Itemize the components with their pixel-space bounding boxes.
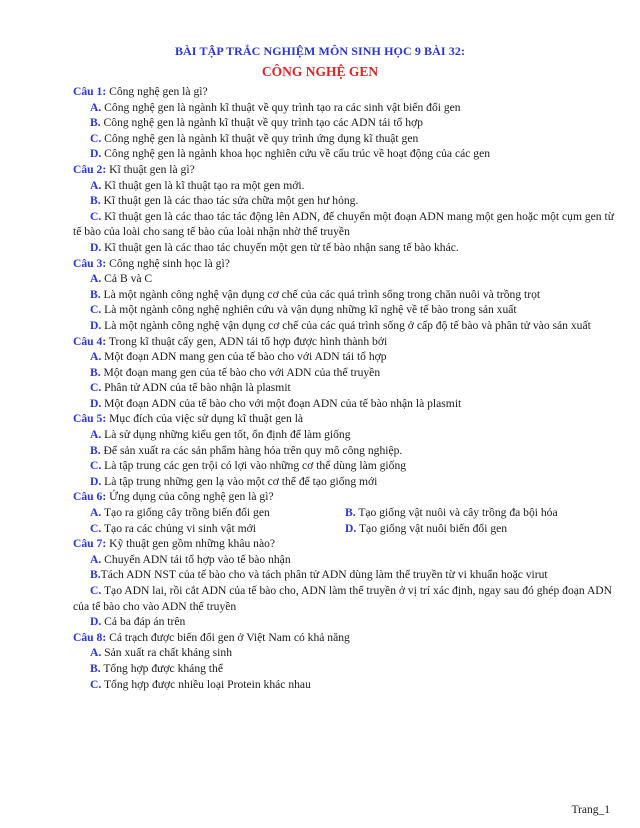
option-text: Công nghệ gen là ngành khoa học nghiên cứu về cấu trúc về hoạt động của các gen — [101, 147, 491, 161]
question-7 — [73, 536, 621, 552]
option-letter: C. — [90, 131, 102, 145]
document-title: BÀI TẬP TRẮC NGHIỆM MÔN SINH HỌC 9 BÀI 32: — [174, 44, 466, 58]
option-b — [73, 365, 621, 381]
question-label: Câu 3: — [73, 256, 107, 270]
question-label: Câu 4: — [73, 334, 107, 348]
question-6 — [73, 489, 621, 505]
question-text: Kĩ thuật gen là gì? — [106, 162, 195, 176]
option-b — [328, 505, 583, 521]
option-letter: C. — [90, 521, 102, 535]
option-text: Một đoạn mang gen của tế bào cho với ADN của thể truyền — [100, 365, 381, 379]
option-letter: B. — [90, 287, 101, 301]
option-row — [73, 521, 621, 537]
option-a — [73, 100, 621, 116]
option-letter: C. — [90, 209, 102, 223]
option-letter: A. — [90, 552, 102, 566]
option-letter: C. — [90, 381, 102, 395]
question-text: Cá trạch được biến đổi gen ở Việt Nam có khả năng — [106, 630, 350, 644]
question-label: Câu 7: — [73, 537, 107, 551]
question-2 — [73, 162, 621, 178]
option-text: Kĩ thuật gen là các thao tác sửa chữa một gen hư hỏng. — [100, 194, 359, 208]
question-4 — [73, 334, 621, 350]
option-text: Một đoạn ADN của tế bào cho với một đoạn ADN của tế bào nhận là plasmit — [101, 396, 462, 410]
question-3 — [73, 256, 621, 272]
question-1 — [73, 84, 621, 100]
question-text: Ứng dụng của công nghệ gen là gì? — [106, 490, 274, 504]
option-text: Kĩ thuật gen là các thao tác tác động lên ADN, để chuyển một đoạn ADN mang một gen hoặc một cụm gen từ tế bào của loài cho sang tế bào của loài nhận nhờ thể truyền — [73, 209, 615, 239]
option-text: Kĩ thuật gen là kĩ thuật tạo ra một gen mới. — [101, 178, 305, 192]
option-a — [73, 178, 621, 194]
option-b — [73, 115, 621, 131]
option-letter: A. — [90, 178, 102, 192]
option-text: Phân tử ADN của tế bào nhận là plasmit — [101, 381, 291, 395]
option-letter: A. — [90, 506, 102, 520]
option-letter: D. — [90, 240, 102, 254]
option-c — [73, 209, 621, 240]
option-text: Là tập trung các gen trội có lợi vào những cơ thể dùng làm giống — [101, 459, 407, 473]
option-c — [73, 677, 621, 693]
option-text: Tách ADN NST của tế bào cho và tách phân tử ADN dùng làm thể truyền từ vi khuẩn hoặc virut — [100, 568, 548, 582]
option-b — [73, 443, 621, 459]
option-a — [73, 349, 621, 365]
option-c — [73, 583, 621, 614]
option-letter: C. — [90, 303, 102, 317]
option-letter: B. — [90, 365, 101, 379]
option-text: Tổng hợp được kháng thể — [100, 661, 223, 675]
option-text: Tạo ra các chủng vi sinh vật mới — [101, 521, 256, 535]
option-letter: D. — [345, 521, 357, 535]
option-letter: A. — [90, 428, 102, 442]
option-b — [73, 661, 621, 677]
option-letter: C. — [90, 459, 102, 473]
option-b — [73, 567, 621, 583]
option-d — [73, 474, 621, 490]
option-letter: D. — [90, 147, 102, 161]
option-text: Kĩ thuật gen là các thao tác chuyển một gen từ tế bào nhận sang tế bào khác. — [101, 240, 459, 254]
option-text: Là một ngành công nghệ vận dụng cơ chế của các quá trình sống ở cấp độ tế bào và phân tử vào sản xuất — [101, 318, 591, 332]
option-letter: A. — [90, 100, 102, 114]
option-letter: B. — [90, 661, 101, 675]
option-a — [73, 552, 621, 568]
option-c — [73, 302, 621, 318]
question-label: Câu 1: — [73, 85, 107, 98]
option-text: Là một ngành công nghệ vận dụng cơ chế của các quá trình sống trong chăn nuôi và trồng trọt — [100, 287, 541, 301]
option-a — [73, 427, 621, 443]
option-letter: B. — [90, 116, 101, 130]
option-d — [328, 521, 583, 537]
option-letter: A. — [90, 272, 102, 286]
option-letter: C. — [90, 584, 102, 597]
question-text: Trong kĩ thuật cấy gen, ADN tái tổ hợp được hình thành bởi — [106, 334, 388, 348]
option-text: Công nghệ gen là ngành kĩ thuật về quy trình tạo các ADN tái tổ hợp — [100, 116, 423, 130]
option-d — [73, 146, 621, 162]
question-5 — [73, 411, 621, 427]
question-text: Mục đích của việc sử dụng kĩ thuật gen là — [106, 412, 304, 426]
option-letter: B. — [345, 506, 356, 520]
option-letter: B. — [90, 568, 101, 582]
question-label: Câu 6: — [73, 490, 107, 504]
option-text: Tạo ra giống cây trồng biến đổi gen — [101, 506, 270, 520]
option-letter: A. — [90, 350, 102, 364]
option-text: Công nghệ gen là ngành kĩ thuật về quy trình ứng dụng kĩ thuật gen — [101, 131, 419, 145]
option-text: Là tập trung những gen lạ vào một cơ thể để tạo giống mới — [101, 474, 378, 488]
question-label: Câu 8: — [73, 630, 107, 644]
option-text: Một đoạn ADN mang gen của tế bào cho với ADN tái tổ hợp — [101, 350, 387, 364]
option-d — [73, 318, 621, 334]
question-text: Công nghệ gen là gì? — [106, 85, 208, 98]
option-b — [73, 287, 621, 303]
option-letter: D. — [90, 396, 102, 410]
option-c — [73, 380, 621, 396]
option-text: Tạo giống vật nuôi và cây trồng đa bội hóa — [355, 506, 558, 520]
option-text: Cả ba đáp án trên — [101, 615, 186, 629]
question-text: Công nghệ sinh học là gì? — [106, 256, 230, 270]
option-text: Là một ngành công nghệ nghiên cứu và vận dụng những kĩ nghệ về tế bào trong sản xuất — [101, 303, 517, 317]
option-c — [73, 131, 621, 147]
option-letter: B. — [90, 194, 101, 208]
option-a — [73, 505, 328, 521]
option-text: Tổng hợp được nhiều loại Protein khác nhau — [101, 677, 311, 691]
option-row — [73, 505, 621, 521]
option-a — [73, 271, 621, 287]
option-text: Sản xuất ra chất kháng sinh — [101, 646, 232, 660]
option-c — [73, 521, 328, 537]
option-letter: D. — [90, 474, 102, 488]
option-d — [73, 396, 621, 412]
option-text: Cả B và C — [101, 272, 153, 286]
question-label: Câu 2: — [73, 162, 107, 176]
option-a — [73, 645, 621, 661]
question-list — [73, 84, 621, 692]
option-text: Là sử dụng những kiểu gen tốt, ổn định để làm giống — [101, 428, 351, 442]
option-text: Tạo ADN lai, rồi cắt ADN của tế bào cho, ADN làm thể truyền ở vị trí xác định, ngay sau đó ghép đoạn ADN của tế bào cho vào ADN thể truyền — [73, 584, 613, 613]
option-text: Chuyển ADN tái tổ hợp vào tế bào nhận — [101, 552, 291, 566]
option-text: Để sản xuất ra các sản phẩm hàng hóa trên quy mô công nghiệp. — [100, 443, 403, 457]
option-d — [73, 240, 621, 256]
option-letter: D. — [90, 318, 102, 332]
option-text: Tạo giống vật nuôi biến đổi gen — [356, 521, 508, 535]
page-number: Trang_1 — [571, 804, 610, 816]
question-text: Kỹ thuật gen gồm những khâu nào? — [106, 537, 276, 551]
document-subtitle: CÔNG NGHỆ GEN — [261, 64, 379, 79]
option-letter: A. — [90, 646, 102, 660]
question-label: Câu 5: — [73, 412, 107, 426]
option-b — [73, 193, 621, 209]
option-c — [73, 458, 621, 474]
option-letter: B. — [90, 443, 101, 457]
option-letter: D. — [90, 615, 102, 629]
option-d — [73, 614, 621, 630]
option-letter: C. — [90, 677, 102, 691]
option-text: Công nghệ gen là ngành kĩ thuật về quy trình tạo ra các sinh vật biến đổi gen — [101, 100, 461, 114]
question-8 — [73, 630, 621, 646]
